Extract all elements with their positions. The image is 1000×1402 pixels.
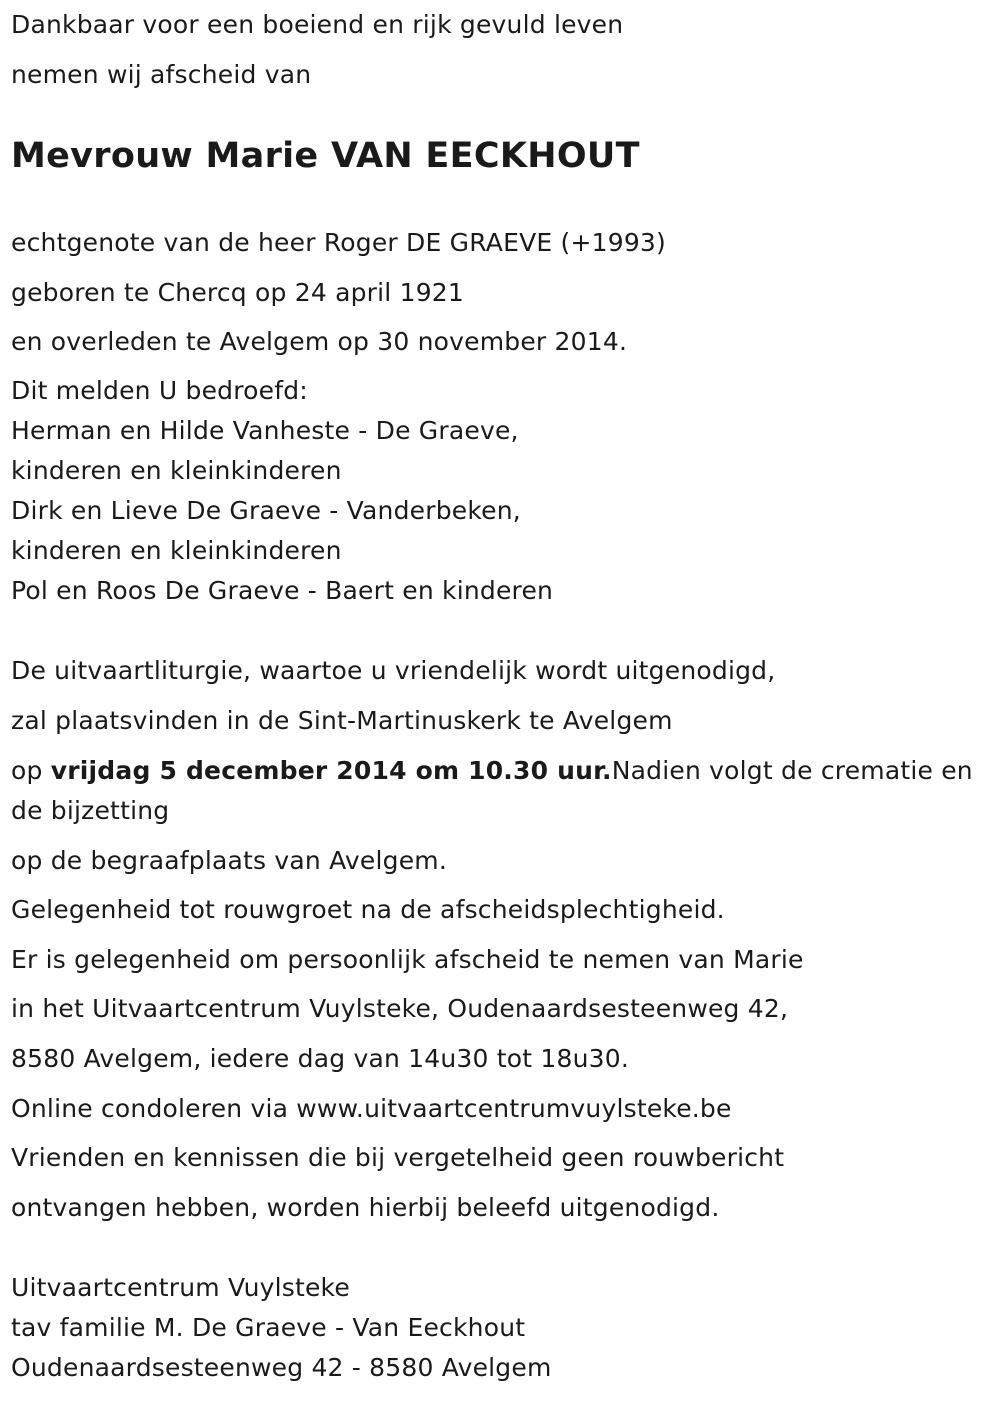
ceremony-line-1: De uitvaartliturgie, waartoe u vriendelijk wordt uitgenodigd, (11, 656, 776, 685)
mourners-heading: Dit melden U bedroefd: (11, 376, 308, 405)
visitation-line-2: in het Uitvaartcentrum Vuylsteke, Oudenaardsesteenweg 42, (11, 994, 789, 1023)
deceased-name: Mevrouw Marie VAN EECKHOUT (11, 136, 640, 176)
contact-line-1: Uitvaartcentrum Vuylsteke (11, 1273, 350, 1302)
ceremony-line-4: op de begraafplaats van Avelgem. (11, 846, 447, 875)
ceremony-line-2: zal plaatsvinden in de Sint-Martinuskerk te Avelgem (11, 706, 673, 735)
visitation-line-1: Er is gelegenheid om persoonlijk afscheid te nemen van Marie (11, 945, 804, 974)
mourner-line: Pol en Roos De Graeve - Baert en kinderen (11, 576, 554, 605)
ceremony-date-bold: vrijdag 5 december 2014 om 10.30 uur. (50, 756, 612, 785)
visitation-line-3: 8580 Avelgem, iedere dag van 14u30 tot 18u30. (11, 1044, 630, 1073)
visitation-line-6: ontvangen hebben, worden hierbij beleefd uitgenodigd. (11, 1193, 720, 1222)
mourner-line: Herman en Hilde Vanheste - De Graeve, (11, 416, 519, 445)
online-condolence-line: Online condoleren via www.uitvaartcentrumvuylsteke.be (11, 1094, 732, 1123)
death-line: en overleden te Avelgem op 30 november 2014. (11, 327, 628, 356)
intro-line-1: Dankbaar voor een boeiend en rijk gevuld leven (11, 10, 624, 39)
birth-line: geboren te Chercq op 24 april 1921 (11, 278, 465, 307)
visitation-line-5: Vrienden en kennissen die bij vergetelheid geen rouwbericht (11, 1143, 785, 1172)
mourner-line: Dirk en Lieve De Graeve - Vanderbeken, (11, 496, 521, 525)
ceremony-date-paragraph (11, 751, 986, 831)
intro-line-2: nemen wij afscheid van (11, 60, 312, 89)
spouse-line: echtgenote van de heer Roger DE GRAEVE (+1993) (11, 228, 666, 257)
contact-line-2: tav familie M. De Graeve - Van Eeckhout (11, 1313, 526, 1342)
mourner-line: kinderen en kleinkinderen (11, 536, 342, 565)
ceremony-date-suffix: Nadien volgt de crematie en de bijzetting (11, 756, 973, 825)
contact-line-3: Oudenaardsesteenweg 42 - 8580 Avelgem (11, 1353, 552, 1382)
mourner-line: kinderen en kleinkinderen (11, 456, 342, 485)
ceremony-line-5: Gelegenheid tot rouwgroet na de afscheidsplechtigheid. (11, 895, 725, 924)
ceremony-date-prefix: op (11, 756, 51, 785)
